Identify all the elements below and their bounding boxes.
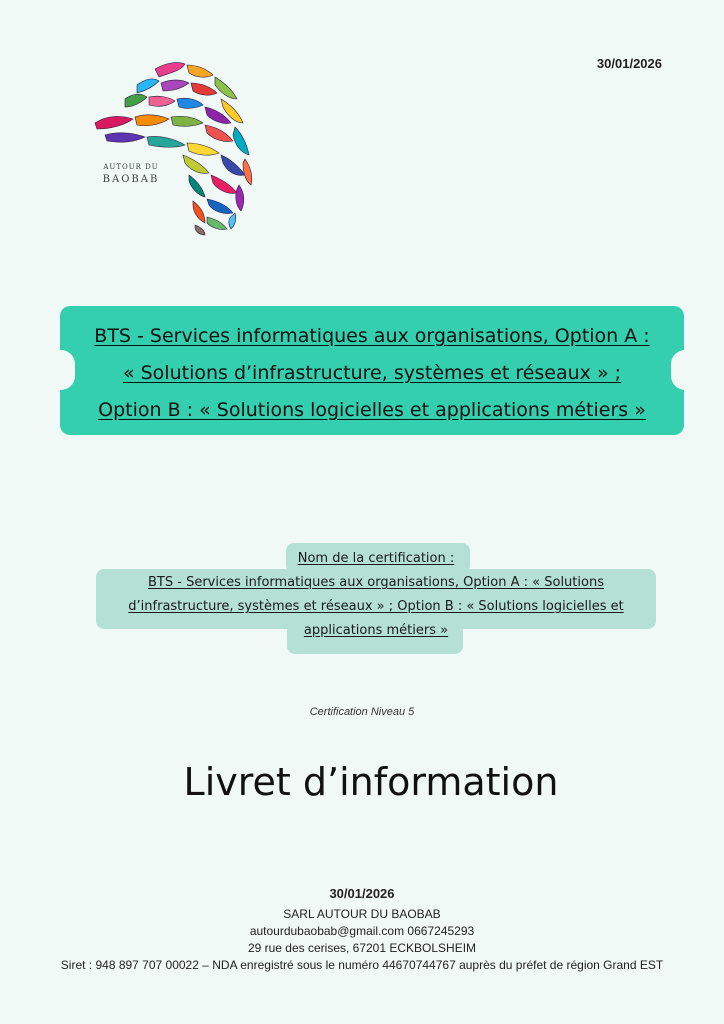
page-title: Livret d’information <box>183 760 559 804</box>
title-line2: « Solutions d’infrastructure, systèmes et réseaux » ; <box>122 362 622 384</box>
document-date: 30/01/2026 <box>596 56 662 71</box>
certification-level: Certification Niveau 5 <box>309 706 415 718</box>
cert-line2: d’infrastructure, systèmes et réseaux » ; Option B : « Solutions logicielles et <box>128 599 624 614</box>
footer-legal: Siret : 948 897 707 00022 – NDA enregistré sous le numéro 44670744767 auprès du préfet de région Grand EST <box>60 958 664 972</box>
cert-line3: applications métiers » <box>303 623 449 638</box>
logo-wordmark <box>96 163 166 187</box>
cert-label: Nom de la certification : <box>297 551 455 566</box>
logo-line2: BAOBAB <box>102 173 160 185</box>
title-line3: Option B : « Solutions logicielles et applications métiers » <box>98 399 646 421</box>
certification-name-block <box>96 547 656 643</box>
footer-date: 30/01/2026 <box>329 886 395 901</box>
footer-company: SARL AUTOUR DU BAOBAB <box>283 907 441 921</box>
title-line1: BTS - Services informatiques aux organisations, Option A : <box>94 325 650 347</box>
cert-line1: BTS - Services informatiques aux organisations, Option A : « Solutions <box>148 575 604 590</box>
footer-address: 29 rue des cerises, 67201 ECKBOLSHEIM <box>247 941 477 955</box>
logo-line1: AUTOUR DU <box>103 163 159 171</box>
certification-title <box>60 318 684 429</box>
footer <box>0 885 724 974</box>
footer-contact: autourdubaobab@gmail.com 0667245293 <box>249 924 475 938</box>
baobab-logo-icon <box>85 55 270 240</box>
